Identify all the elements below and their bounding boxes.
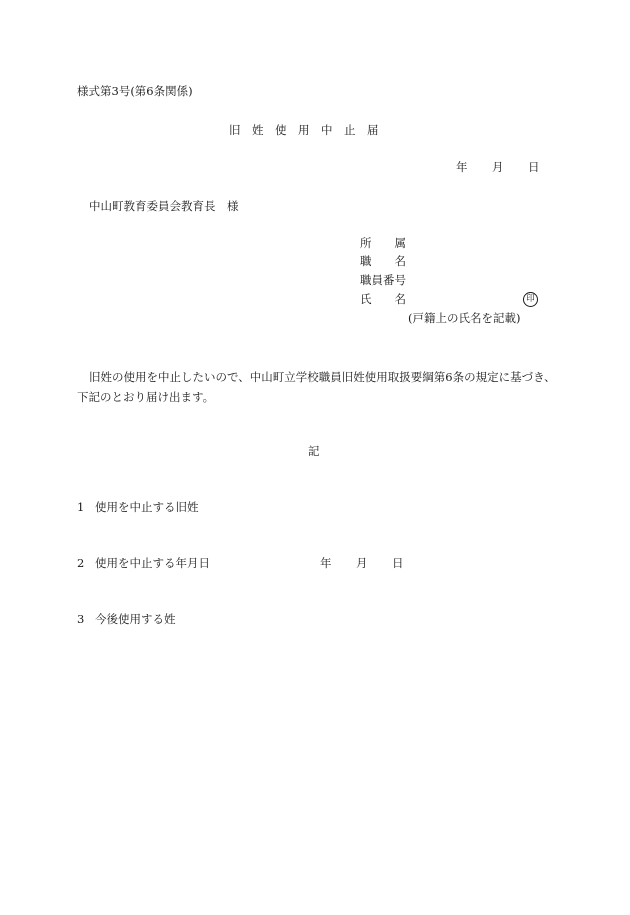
- item-2-number: 2: [77, 556, 85, 570]
- body-paragraph: [77, 367, 557, 407]
- item-2-month-label: 月: [356, 556, 368, 570]
- seal-mark: 印: [523, 292, 538, 307]
- staff-number-label: 職員番号: [360, 273, 406, 287]
- date-month-label: 月: [492, 160, 504, 174]
- item-2-year-label: 年: [320, 556, 332, 570]
- item-1-label: 使用を中止する旧姓: [95, 500, 199, 514]
- body-line-2: 下記のとおり届け出ます。: [77, 390, 215, 404]
- item-1-number: 1: [77, 500, 85, 514]
- affiliation-label: 所 属: [360, 236, 406, 250]
- item-2-day-label: 日: [392, 556, 404, 570]
- addressee: 中山町教育委員会教育長 様: [89, 199, 239, 213]
- item-3-label: 今後使用する姓: [95, 612, 176, 626]
- item-2-label: 使用を中止する年月日: [95, 556, 210, 570]
- position-label: 職 名: [360, 254, 406, 268]
- form-number: 様式第3号(第6条関係): [77, 84, 193, 98]
- date-year-label: 年: [456, 160, 468, 174]
- date-day-label: 日: [528, 160, 540, 174]
- form-title: 旧 姓 使 用 中 止 届: [229, 123, 379, 137]
- name-label: 氏 名: [360, 292, 406, 306]
- body-line-1: 旧姓の使用を中止したいので、中山町立学校職員旧姓使用取扱要綱第6条の規定に基づき、: [89, 370, 556, 384]
- ki-heading: 記: [308, 444, 320, 458]
- item-3-number: 3: [77, 612, 85, 626]
- name-note: (戸籍上の氏名を記載): [408, 311, 521, 325]
